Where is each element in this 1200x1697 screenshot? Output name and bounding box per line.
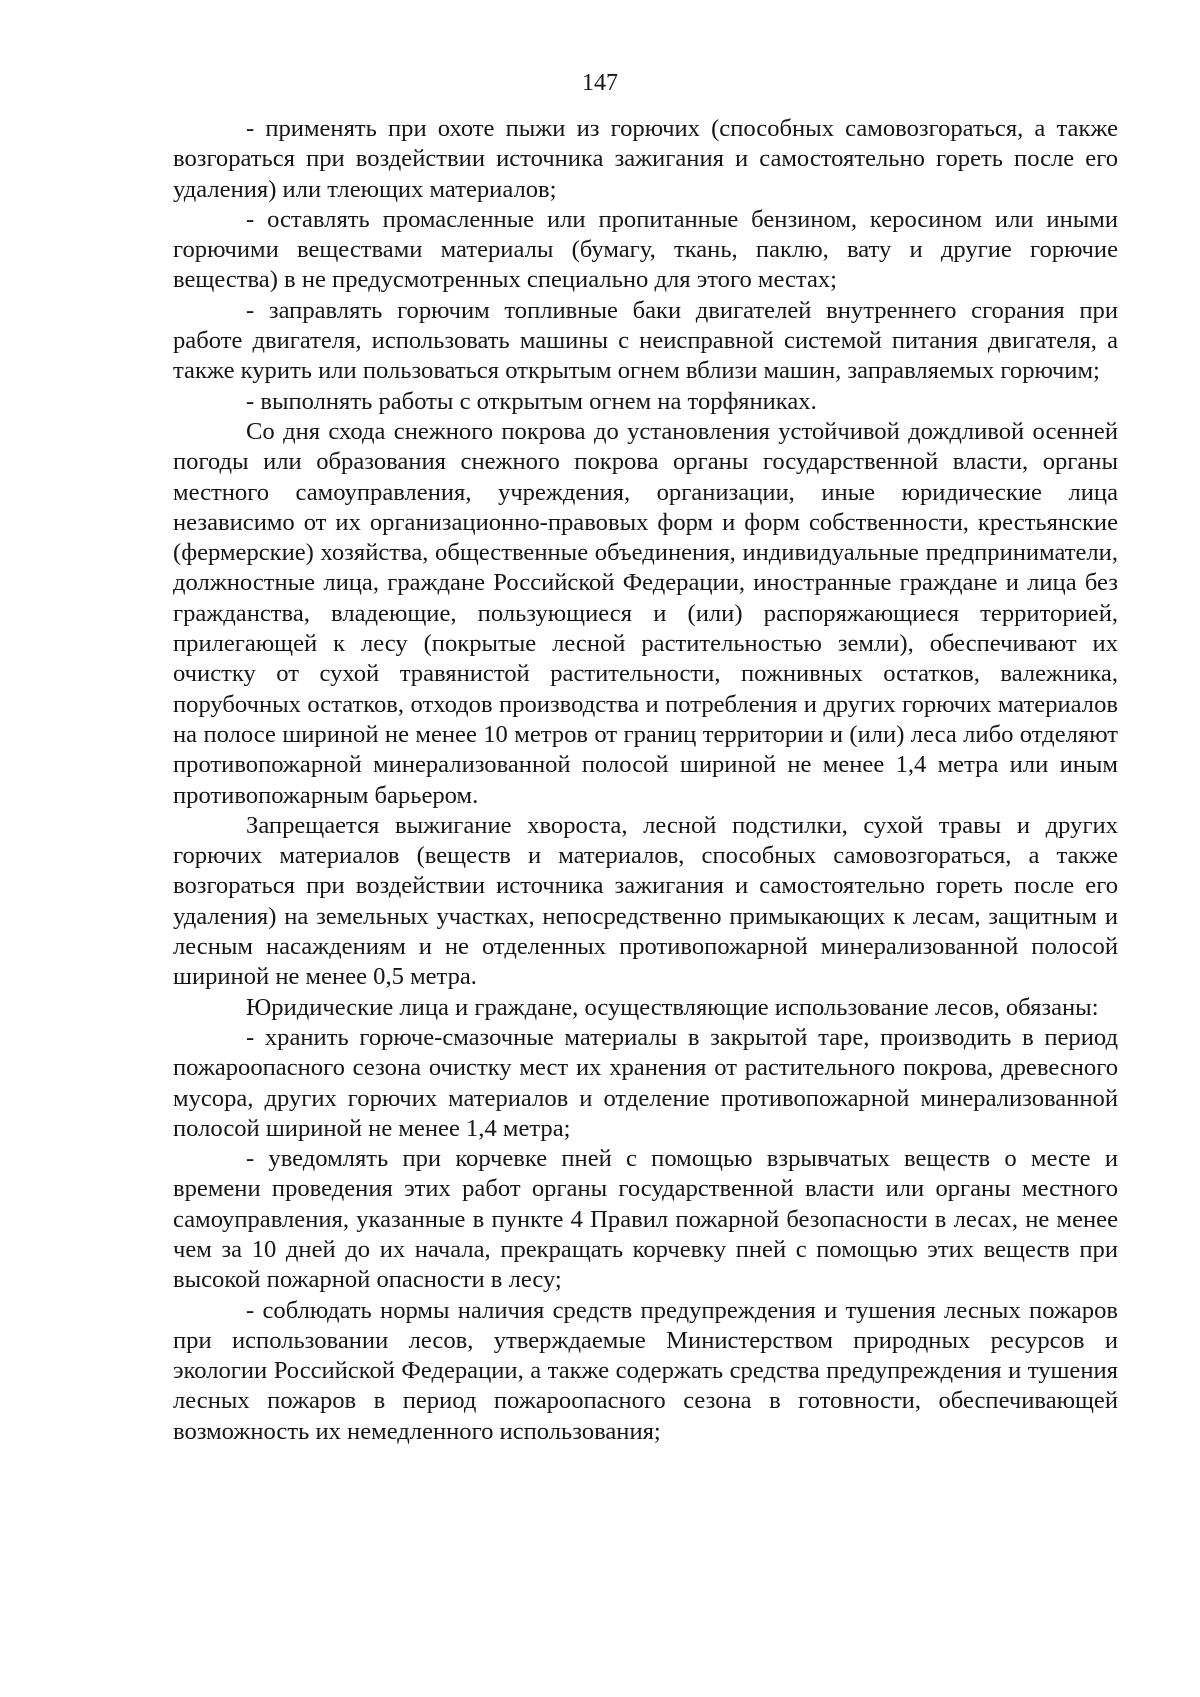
body-text: [173, 114, 1118, 1447]
paragraph-clearing-obligation: Со дня схода снежного покрова до установления устойчивой дождливой осенней погоды или образования снежного покрова органы государственной власти, органы местного самоуправления, учреждения, организации, иные юридические лица независимо от их организационно-правовых форм и форм собственности, крестьянские (фермерские) хозяйства, общественные объединения, индивидуальные предприниматели, должностные лица, граждане Российской Федерации, иностранные граждане и лица без гражданства, владеющие, пользующиеся и (или) распоряжающиеся территорией, прилегающей к лесу (покрытые лесной растительностью земли), обеспечивают их очистку от сухой травянистой растительности, пожнивных остатков, валежника, порубочных остатков, отходов производства и потребления и других горючих материалов на полосе шириной не менее 10 метров от границ территории и (или) леса либо отделяют противопожарной минерализованной полосой шириной не менее 1,4 метра или иным противопожарным барьером.: [173, 417, 1118, 809]
paragraph-peatlands: - выполнять работы с открытым огнем на торфяниках.: [246, 387, 817, 415]
page-number: 147: [582, 70, 618, 96]
paragraph-refueling: - заправлять горючим топливные баки двигателей внутреннего сгорания при работе двигателя, использовать машины с неисправной системой питания двигателя, а также курить или пользоваться открытым огнем вблизи машин, заправляемых горючим;: [173, 296, 1118, 385]
paragraph-burning-prohibited: Запрещается выжигание хвороста, лесной подстилки, сухой травы и других горючих материалов (веществ и материалов, способных самовозгораться, а также возгораться при воздействии источника зажигания и самостоятельно гореть после его удаления) на земельных участках, непосредственно примыкающих к лесам, защитным и лесным насаждениям и не отделенных противопожарной минерализованной полосой шириной не менее 0,5 метра.: [173, 811, 1118, 991]
paragraph-forest-users-obliged: Юридические лица и граждане, осуществляющие использование лесов, обязаны:: [246, 993, 1099, 1021]
paragraph-fuel-storage: - хранить горюче-смазочные материалы в закрытой таре, производить в период пожароопасного сезона очистку мест их хранения от растительного покрова, древесного мусора, других горючих материалов и отделение противопожарной минерализованной полосой шириной не менее 1,4 метра;: [173, 1023, 1118, 1142]
paragraph-firefighting-means: - соблюдать нормы наличия средств предупреждения и тушения лесных пожаров при использовании лесов, утверждаемые Министерством природных ресурсов и экологии Российской Федерации, а также содержать средства предупреждения и тушения лесных пожаров в период пожароопасного сезона в готовности, обеспечивающей возможность их немедленного использования;: [173, 1296, 1118, 1445]
paragraph-oily-materials: - оставлять промасленные или пропитанные бензином, керосином или иными горючими веществами материалы (бумагу, ткань, паклю, вату и другие горючие вещества) в не предусмотренных специально для этого местах;: [173, 205, 1118, 294]
paragraph-hunting-wads: - применять при охоте пыжи из горючих (способных самовозгораться, а также возгораться при воздействии источника зажигания и самостоятельно гореть после его удаления) или тлеющих материалов;: [173, 115, 1118, 203]
paragraph-stump-removal: - уведомлять при корчевке пней с помощью взрывчатых веществ о месте и времени проведения этих работ органы государственной власти или органы местного самоуправления, указанные в пункте 4 Правил пожарной безопасности в лесах, не менее чем за 10 дней до их начала, прекращать корчевку пней с помощью этих веществ при высокой пожарной опасности в лесу;: [173, 1145, 1118, 1294]
